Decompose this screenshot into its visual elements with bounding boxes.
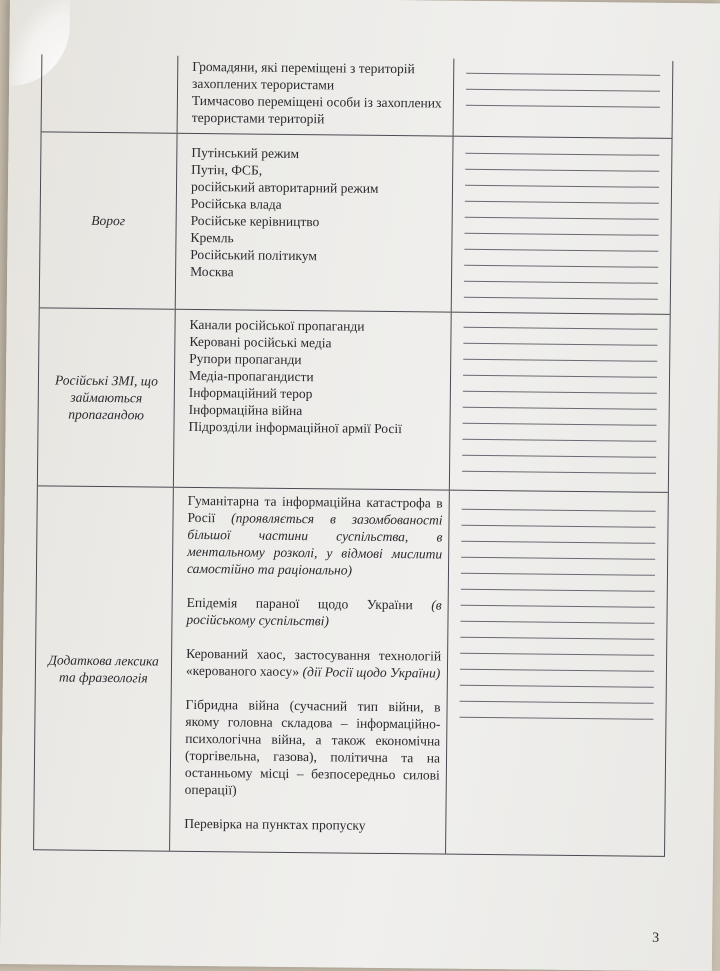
term: Російська влада xyxy=(190,195,282,212)
terms-cell xyxy=(174,310,452,490)
term: Епідемія параної щодо України xyxy=(186,594,413,613)
term: Російський політикум xyxy=(190,246,318,264)
term: Путін, ФСБ, xyxy=(191,161,263,178)
term-block xyxy=(187,492,443,580)
category-cell: Російські ЗМІ, що займаються пропагандою xyxy=(38,308,176,486)
category-cell: Ворог xyxy=(40,132,178,308)
term: терористами територій xyxy=(191,109,325,127)
page-number: 3 xyxy=(652,930,660,946)
vocabulary-table xyxy=(33,54,673,857)
term: Гібридна війна (сучасний тип війни, в якому головна складова – інформаційно-психологічна війна, а також економічна (торгівельна, газова), політична та на останньому місці – безпосередньо силові операції) xyxy=(184,696,441,798)
table-row xyxy=(42,54,673,139)
terms-cell xyxy=(178,56,455,136)
table-row xyxy=(40,132,672,315)
term: Російське керівництво xyxy=(190,212,320,230)
answer-lines xyxy=(452,137,672,314)
term: Підрозділи інформаційної армії Росії xyxy=(188,418,402,437)
term-block xyxy=(186,594,441,631)
term-block xyxy=(184,815,439,835)
term-note: (дії Росії щодо України) xyxy=(302,664,441,681)
terms-cell xyxy=(170,488,450,854)
terms-cell xyxy=(176,134,454,312)
term: російський авторитарний режим xyxy=(190,178,379,196)
term: Громадяни, які переміщені з територій xyxy=(192,58,415,77)
term-block xyxy=(185,696,441,801)
term-note: (в російському суспільстві) xyxy=(186,597,442,629)
term: Інформаційна війна xyxy=(188,401,303,419)
table-row xyxy=(34,486,668,857)
category-cell: Додаткова лексика та фразеологія xyxy=(34,486,174,850)
answer-lines xyxy=(450,313,670,492)
term: Гуманітарна та інформаційна катастрофа в Росії xyxy=(187,492,443,526)
term: Інформаційний терор xyxy=(188,384,313,402)
term: Рупори пропаганди xyxy=(189,350,302,368)
answer-lines xyxy=(446,491,668,856)
term: Путінський режим xyxy=(191,144,300,162)
term: Керований хаос, застосування технологій «керованого хаосу» xyxy=(185,645,442,680)
term: Тимчасово переміщені особи із захоплених xyxy=(191,92,442,111)
term: Москва xyxy=(190,263,234,280)
term-block xyxy=(186,645,441,682)
term: Канали російської пропаганди xyxy=(189,316,365,334)
answer-lines xyxy=(454,59,673,138)
term: Кремль xyxy=(190,229,234,246)
table-row xyxy=(38,308,670,493)
term: захоплених терористами xyxy=(192,75,335,93)
term-note: (проявляється в зазомбованості більшої частини суспільства, в ментальному розколі, у відмові мислити самостійно та раціонально) xyxy=(186,510,443,578)
term: Перевірка на пунктах пропуску xyxy=(184,815,366,833)
term: Медіа-пропагандисти xyxy=(188,367,314,385)
term: Керовані російські медіа xyxy=(189,333,332,351)
category-cell xyxy=(42,54,179,132)
